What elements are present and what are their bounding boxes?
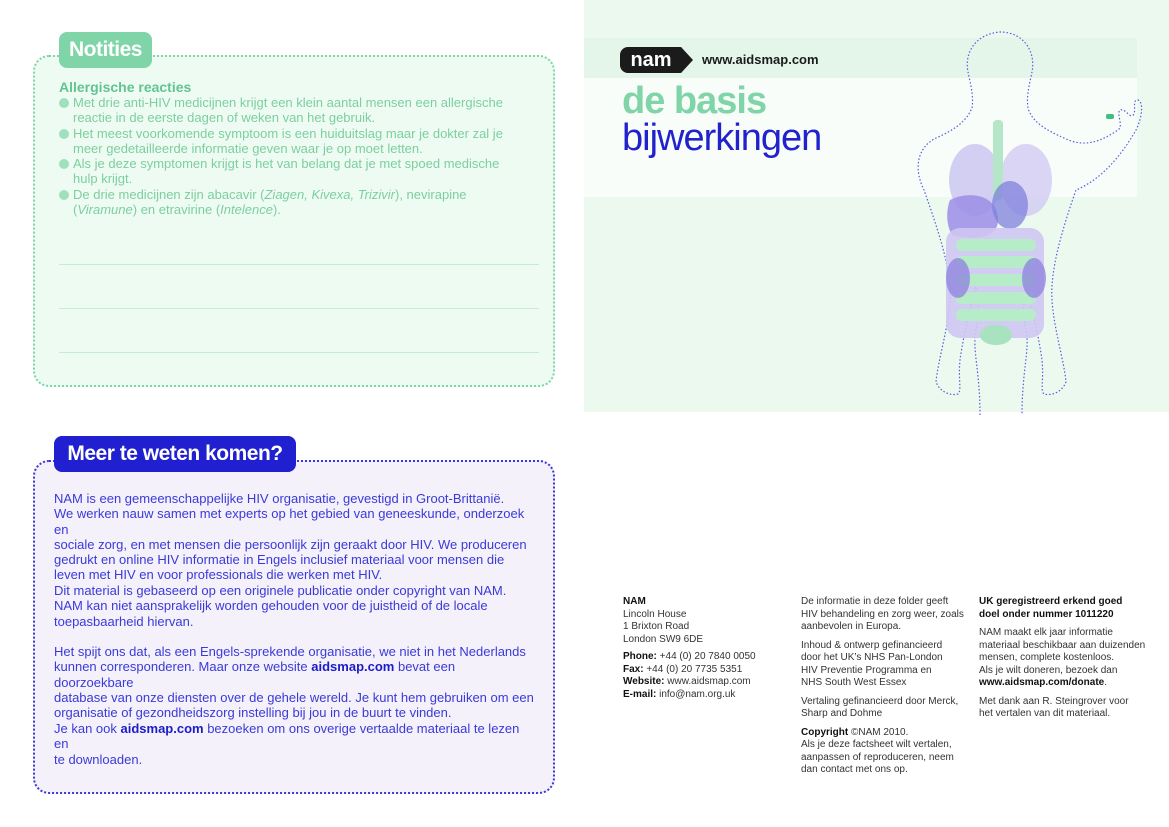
address-line: Lincoln House bbox=[623, 608, 687, 620]
copyright-text: ©NAM 2010. bbox=[848, 726, 909, 738]
credit-line: aanpassen of reproduceren, neem bbox=[801, 751, 954, 763]
aidsmap-link[interactable]: aidsmap.com bbox=[311, 659, 395, 675]
info-line: kunnen corresponderen. Maar onze website bbox=[54, 659, 312, 675]
email-link[interactable]: info@nam.org.uk bbox=[656, 688, 736, 700]
donate-link[interactable]: www.aidsmap.com/donate bbox=[979, 677, 1105, 688]
credits-paragraph bbox=[801, 696, 969, 721]
credits-contact bbox=[623, 596, 793, 701]
body-illustration bbox=[880, 30, 1150, 415]
info-paragraph-3 bbox=[54, 644, 534, 720]
credit-line: Als je deze factsheet wilt vertalen, bbox=[801, 739, 952, 750]
credit-line: NHS South West Essex bbox=[801, 677, 907, 688]
info-line: database van onze diensten over de gehele wereld. Je kunt hem gebruiken om een bbox=[54, 689, 534, 705]
bullet-text: hulp krijgt. bbox=[73, 171, 133, 187]
info-line: leven met HIV en voor professionals die werken met HIV. bbox=[54, 567, 383, 583]
credit-line: NAM maakt elk jaar informatie bbox=[979, 627, 1113, 638]
cover-title: de basis bbox=[622, 80, 767, 122]
info-line: Het spijt ons dat, als een Engels-sprekende organisatie, we niet in het Nederlands bbox=[54, 644, 526, 659]
bullet-text: ). bbox=[272, 202, 281, 218]
credit-line: Met dank aan R. Steingrover voor bbox=[979, 695, 1129, 707]
notes-heading: Allergische reacties bbox=[59, 79, 192, 95]
cover-subtitle: bijwerkingen bbox=[622, 117, 822, 159]
credit-line: . bbox=[1104, 677, 1107, 688]
info-line: te downloaden. bbox=[54, 751, 143, 767]
info-paragraph-4 bbox=[54, 721, 534, 767]
credit-line: mensen, complete kostenloos. bbox=[979, 652, 1115, 663]
note-line bbox=[59, 308, 539, 309]
copyright bbox=[801, 727, 969, 777]
contact-label: E-mail: bbox=[623, 688, 657, 700]
credit-line: Als je wilt doneren, bezoek dan bbox=[979, 664, 1118, 676]
info-tab-label: Meer te weten komen? bbox=[54, 436, 296, 472]
credit-line: door het UK’s NHS Pan-London bbox=[801, 652, 943, 663]
bullet-text: Als je deze symptomen krijgt is het van belang dat je met spoed medische bbox=[73, 156, 500, 172]
charity-heading bbox=[979, 596, 1149, 621]
info-paragraph-2 bbox=[54, 583, 534, 629]
list-item bbox=[59, 126, 529, 157]
thanks-paragraph bbox=[979, 696, 1149, 721]
info-line: gedrukt en online HIV informatie in Engels inclusief materiaal voor mensen die bbox=[54, 552, 505, 568]
bladder-icon bbox=[980, 325, 1012, 345]
info-paragraph-1 bbox=[54, 491, 534, 583]
website-link[interactable]: www.aidsmap.com bbox=[664, 676, 751, 687]
info-line: Je kan ook bbox=[54, 721, 121, 736]
copyright-label: Copyright bbox=[801, 726, 849, 738]
credit-line: dan contact met ons op. bbox=[801, 764, 908, 775]
charity-paragraph bbox=[979, 627, 1149, 690]
cover-url[interactable]: www.aidsmap.com bbox=[702, 52, 819, 67]
brand-names: Intelence bbox=[220, 202, 273, 218]
bullet-text: Met drie anti-HIV medicijnen krijgt een klein aantal mensen een allergische bbox=[73, 95, 503, 110]
address bbox=[623, 609, 793, 647]
contact-label: Fax: bbox=[623, 663, 644, 675]
stomach-icon bbox=[992, 181, 1028, 229]
contact-list bbox=[623, 651, 793, 701]
bullet-text: De drie medicijnen zijn abacavir ( bbox=[73, 186, 265, 202]
info-line: bevat een doorzoekbare bbox=[54, 659, 456, 690]
credit-line: HIV Preventie Programma en bbox=[801, 664, 932, 676]
charity-heading-line: doel onder nummer 1011220 bbox=[979, 608, 1114, 620]
note-line bbox=[59, 352, 539, 353]
credits-paragraph bbox=[801, 596, 969, 634]
brand-names: Viramune bbox=[77, 202, 133, 218]
kidney-left-icon bbox=[946, 258, 970, 298]
nam-logo: nam bbox=[620, 47, 682, 73]
contact-label: Website: bbox=[623, 676, 665, 687]
info-line: Dit material is gebaseerd op een originele publicatie onder copyright van NAM. bbox=[54, 583, 507, 598]
credit-line: De informatie in deze folder geeft bbox=[801, 596, 949, 607]
credits-paragraph bbox=[801, 640, 969, 690]
nam-logo-arrow bbox=[681, 47, 693, 73]
charity-heading-line: UK geregistreerd erkend goed bbox=[979, 596, 1123, 607]
credit-line: het vertalen van dit materiaal. bbox=[979, 708, 1111, 719]
credits-charity bbox=[979, 596, 1149, 721]
address-line: 1 Brixton Road bbox=[623, 621, 690, 632]
bullet-text: reactie in de eerste dagen of weken van het gebruik. bbox=[73, 110, 376, 126]
credits-info bbox=[801, 596, 969, 777]
notes-bullet-list bbox=[59, 95, 529, 217]
kidney-right-icon bbox=[1022, 258, 1046, 298]
org-name: NAM bbox=[623, 596, 646, 607]
info-line: toepasbaarheid hiervan. bbox=[54, 613, 194, 629]
info-line: NAM kan niet aansprakelijk worden gehouden voor de juistheid of de locale bbox=[54, 598, 488, 614]
credit-line: Inhoud & ontwerp gefinancieerd bbox=[801, 639, 943, 651]
address-line: London SW9 6DE bbox=[623, 633, 704, 645]
credit-line: HIV behandeling en zorg weer, zoals bbox=[801, 608, 964, 620]
bullet-text: meer gedetailleerde informatie geven waar je op moet letten. bbox=[73, 140, 423, 156]
bullet-text: Het meest voorkomende symptoom is een huiduitslag maar je dokter zal je bbox=[73, 125, 503, 141]
info-line: sociale zorg, en met mensen die persoonlijk zijn geraakt door HIV. We produceren bbox=[54, 536, 527, 552]
notes-tab-label: Notities bbox=[59, 32, 152, 68]
brand-names: Ziagen, Kivexa, Trizivir bbox=[264, 186, 395, 202]
bullet-text: ( bbox=[73, 202, 78, 218]
aidsmap-link[interactable]: aidsmap.com bbox=[120, 721, 204, 736]
note-line bbox=[59, 264, 539, 265]
credit-line: Vertaling gefinancieerd door Merck, bbox=[801, 695, 959, 707]
list-item bbox=[59, 95, 529, 126]
pill-icon bbox=[1106, 114, 1114, 119]
bullet-text: ), nevirapine bbox=[395, 186, 467, 202]
info-line: We werken nauw samen met experts op het gebied van geneeskunde, onderzoek en bbox=[54, 506, 525, 537]
bullet-text: ) en etravirine ( bbox=[132, 202, 221, 218]
fax-value: +44 (0) 20 7735 5351 bbox=[643, 663, 743, 675]
list-item bbox=[59, 187, 529, 218]
credit-line: Sharp and Dohme bbox=[801, 708, 883, 719]
info-line: NAM is een gemeenschappelijke HIV organisatie, gevestigd in Groot-Brittanië. bbox=[54, 491, 505, 506]
info-line: bezoeken om ons overige vertaalde materiaal te lezen en bbox=[54, 721, 520, 752]
credit-line: aanbevolen in Europa. bbox=[801, 621, 902, 632]
credit-line: materiaal beschikbaar aan duizenden bbox=[979, 639, 1146, 651]
info-line: organisatie of gezondheidszorg instelling bij jou in de buurt te vinden. bbox=[54, 705, 452, 721]
list-item bbox=[59, 156, 529, 187]
contact-label: Phone: bbox=[623, 651, 657, 662]
phone-value: +44 (0) 20 7840 0050 bbox=[656, 651, 756, 662]
